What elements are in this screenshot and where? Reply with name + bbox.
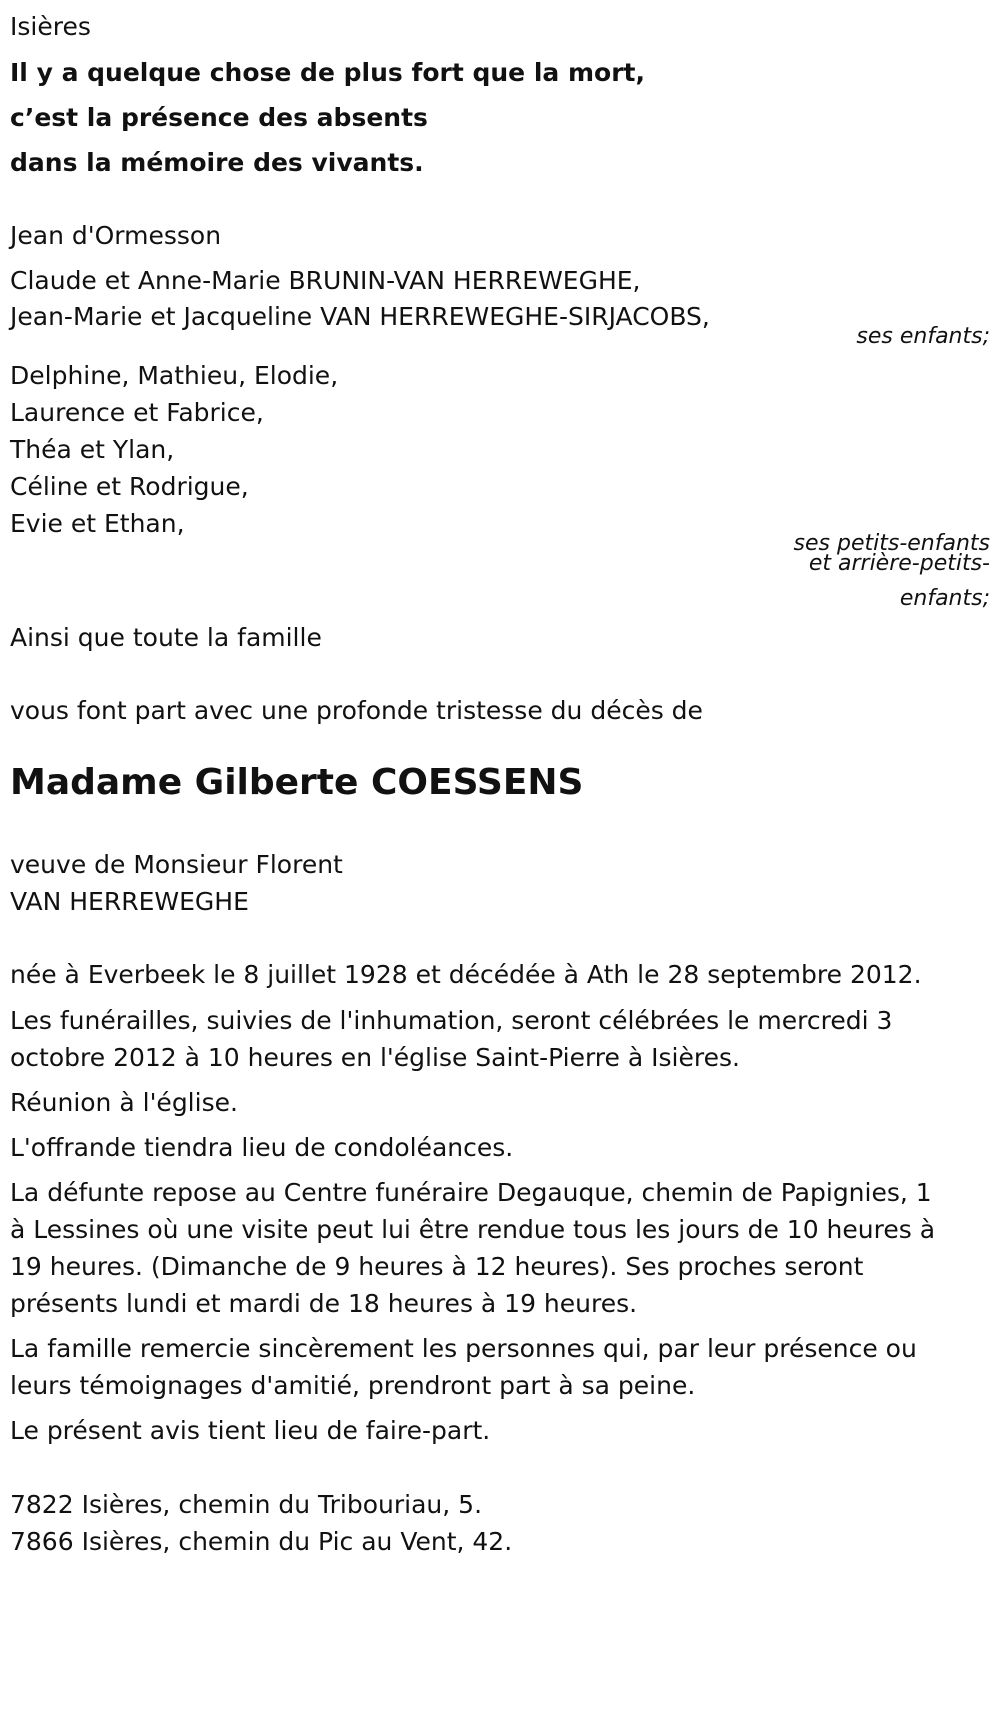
- grandchildren-role-line: et arrière-petits-: [808, 551, 990, 576]
- meeting-line: Réunion à l'église.: [10, 1088, 238, 1117]
- grandchildren-role-line: ses petits-enfants: [793, 531, 990, 556]
- grandchildren-line: Evie et Ethan,: [10, 509, 185, 538]
- birth-death-line: née à Everbeek le 8 juillet 1928 et décédée à Ath le 28 septembre 2012.: [10, 960, 922, 989]
- repose-line: La défunte repose au Centre funéraire Degauque, chemin de Papignies, 1: [10, 1178, 932, 1207]
- repose-line: à Lessines où une visite peut lui être rendue tous les jours de 10 heures à: [10, 1215, 936, 1244]
- quote-line: c’est la présence des absents: [10, 103, 428, 132]
- address-line: 7866 Isières, chemin du Pic au Vent, 42.: [10, 1527, 513, 1556]
- address-line: 7822 Isières, chemin du Tribouriau, 5.: [10, 1490, 483, 1519]
- funeral-line: Les funérailles, suivies de l'inhumation, seront célébrées le mercredi 3: [10, 1006, 893, 1035]
- quote-line: Il y a quelque chose de plus fort que la mort,: [10, 58, 645, 87]
- widow-line: veuve de Monsieur Florent: [10, 850, 343, 879]
- location-header: Isières: [10, 12, 91, 41]
- deceased-name: Madame Gilberte COESSENS: [10, 762, 584, 803]
- widow-line: VAN HERREWEGHE: [10, 887, 249, 916]
- notice-line: Le présent avis tient lieu de faire-part.: [10, 1416, 491, 1445]
- announcement-line: vous font part avec une profonde tristesse du décès de: [10, 696, 703, 725]
- quote-line: dans la mémoire des vivants.: [10, 148, 424, 177]
- grandchildren-role-line: enfants;: [899, 586, 990, 611]
- children-line: Jean-Marie et Jacqueline VAN HERREWEGHE-SIRJACOBS,: [10, 302, 710, 331]
- grandchildren-line: Céline et Rodrigue,: [10, 472, 249, 501]
- repose-line: présents lundi et mardi de 18 heures à 19 heures.: [10, 1289, 638, 1318]
- funeral-line: octobre 2012 à 10 heures en l'église Saint-Pierre à Isières.: [10, 1043, 740, 1072]
- repose-line: 19 heures. (Dimanche de 9 heures à 12 heures). Ses proches seront: [10, 1252, 864, 1281]
- offering-line: L'offrande tiendra lieu de condoléances.: [10, 1133, 514, 1162]
- children-line: Claude et Anne-Marie BRUNIN-VAN HERREWEGHE,: [10, 266, 641, 295]
- grandchildren-line: Delphine, Mathieu, Elodie,: [10, 361, 339, 390]
- quote-author: Jean d'Ormesson: [10, 221, 222, 250]
- grandchildren-line: Laurence et Fabrice,: [10, 398, 264, 427]
- grandchildren-line: Théa et Ylan,: [10, 435, 175, 464]
- children-role: ses enfants;: [856, 324, 990, 349]
- family-line: Ainsi que toute la famille: [10, 623, 322, 652]
- thanks-line: leurs témoignages d'amitié, prendront part à sa peine.: [10, 1371, 696, 1400]
- thanks-line: La famille remercie sincèrement les personnes qui, par leur présence ou: [10, 1334, 917, 1363]
